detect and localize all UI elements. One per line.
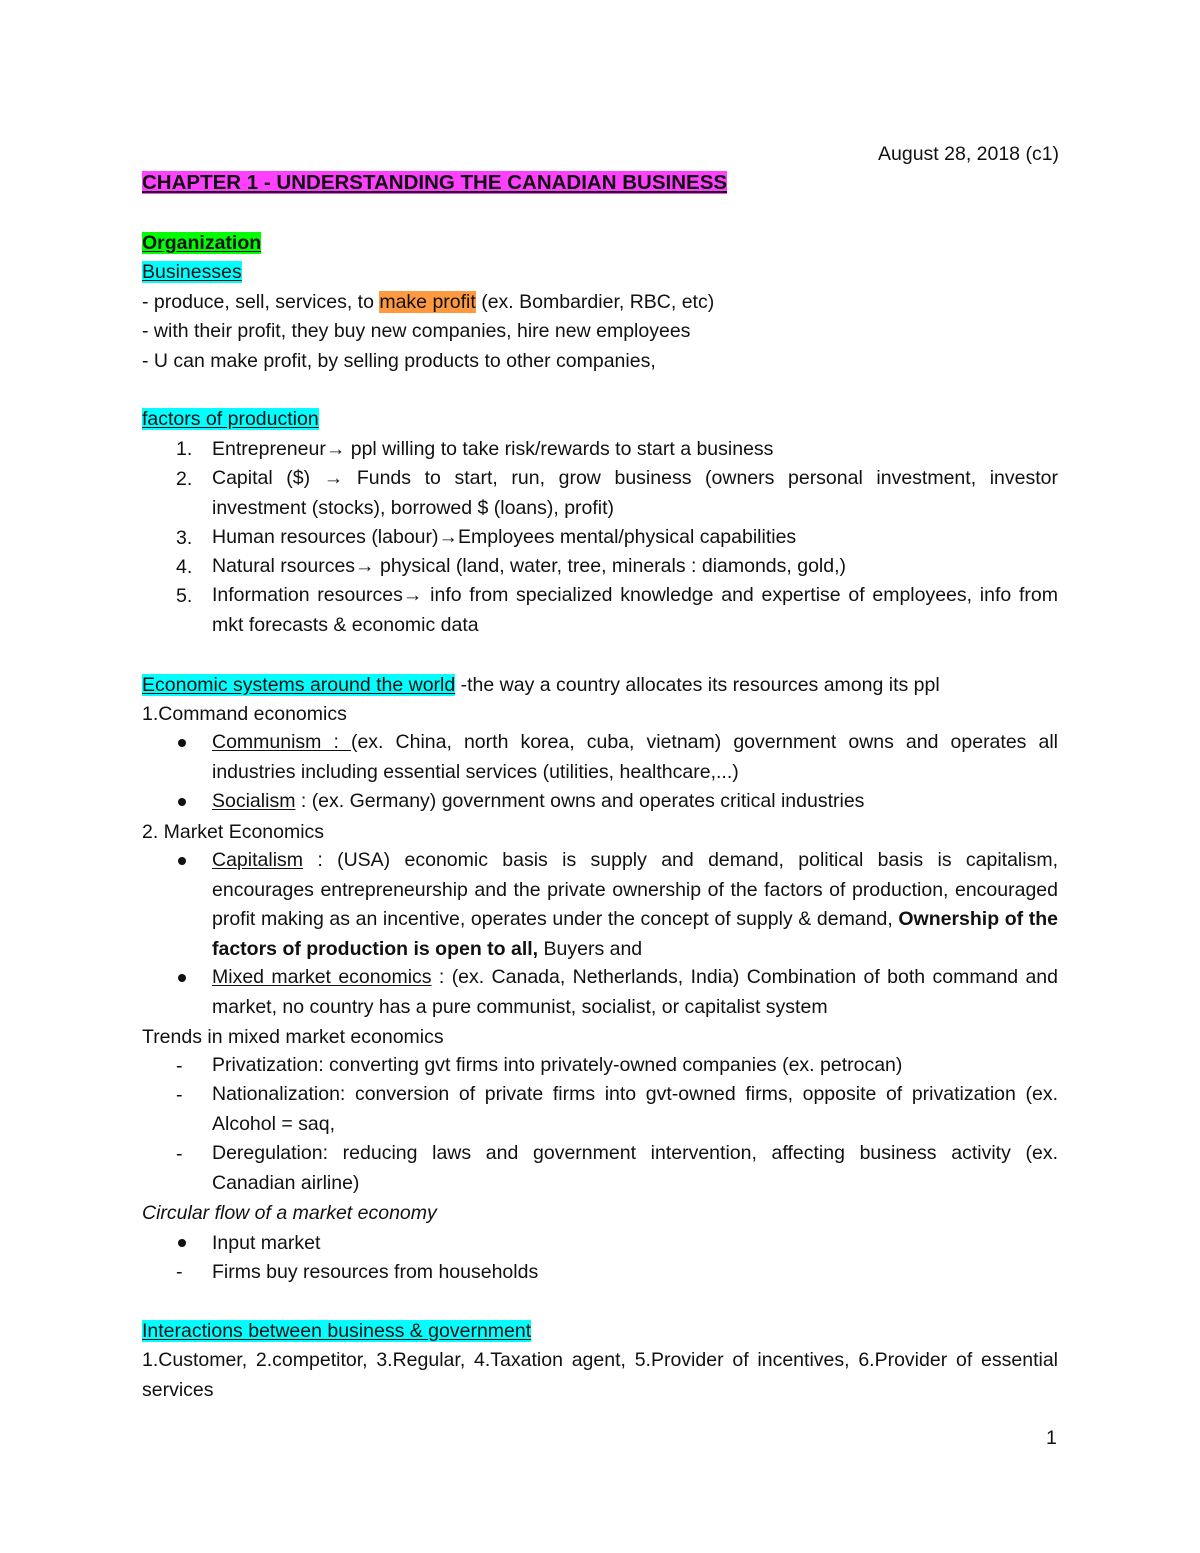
chapter-title: CHAPTER 1 - UNDERSTANDING THE CANADIAN BUSINESS	[142, 171, 728, 194]
businesses-subheading: Businesses	[142, 261, 242, 283]
trends-heading: Trends in mixed market economics	[142, 1026, 444, 1048]
socialism-item: Socialism : (ex. Germany) government owns and operates critical industries	[212, 790, 865, 812]
dash-marker: -	[176, 1055, 183, 1077]
date-line: August 28, 2018 (c1)	[878, 143, 1060, 165]
list-number: 4.	[176, 556, 193, 578]
organization-heading: Organization	[142, 232, 262, 254]
dash-marker: -	[176, 1261, 183, 1283]
trend-privatization: Privatization: converting gvt firms into privately-owned companies (ex. petrocan)	[212, 1054, 903, 1076]
circular-flow-heading: Circular flow of a market economy	[142, 1202, 437, 1224]
dash-marker: -	[176, 1143, 183, 1165]
firms-buy-item: Firms buy resources from households	[212, 1261, 539, 1283]
page-number: 1	[1046, 1427, 1057, 1449]
factor-item-3: Human resources (labour)→Employees mental/physical capabilities	[212, 526, 797, 548]
make-profit-highlight: make profit	[379, 291, 476, 313]
factor-item-1: Entrepreneur→ ppl willing to take risk/rewards to start a business	[212, 438, 774, 460]
factor-item-4: Natural rsources→ physical (land, water, tree, minerals : diamonds, gold,)	[212, 555, 847, 577]
command-economics-label: 1.Command economics	[142, 703, 347, 725]
bullet-icon	[178, 857, 186, 865]
list-number: 5.	[176, 585, 193, 607]
dash-marker: -	[176, 1084, 183, 1106]
list-number: 3.	[176, 527, 193, 549]
business-line-2: - with their profit, they buy new companies, hire new employees	[142, 320, 691, 342]
business-line-3: - U can make profit, by selling products to other companies,	[142, 350, 656, 372]
capitalism-item: Capitalism : (USA) economic basis is supply and demand, political basis is capitalism, encourages entrepreneurship and the private ownership of the factors of production, encouraged profit making as an incentive, operates under the concept of supply & demand, Ownership of the factors of production is open to all, Buyers and	[212, 849, 1058, 960]
bullet-icon	[178, 798, 186, 806]
trend-nationalization: Nationalization: conversion of private firms into gvt-owned firms, opposite of privatization (ex. Alcohol = saq,	[212, 1083, 1058, 1135]
input-market-item: Input market	[212, 1232, 321, 1254]
trend-deregulation: Deregulation: reducing laws and government intervention, affecting business activity (ex. Canadian airline)	[212, 1142, 1058, 1194]
communism-item: Communism : (ex. China, north korea, cuba, vietnam) government owns and operates all industries including essential services (utilities, healthcare,...)	[212, 731, 1058, 783]
list-number: 2.	[176, 468, 193, 490]
interactions-heading: Interactions between business & government	[142, 1320, 532, 1342]
interactions-text: 1.Customer, 2.competitor, 3.Regular, 4.Taxation agent, 5.Provider of incentives, 6.Provider of essential services	[142, 1349, 1058, 1401]
list-number: 1.	[176, 438, 193, 460]
mixed-market-item: Mixed market economics : (ex. Canada, Netherlands, India) Combination of both command and market, no country has a pure communist, socialist, or capitalist system	[212, 966, 1059, 1018]
market-economics-label: 2. Market Economics	[142, 821, 325, 843]
factor-item-2: Capital ($) → Funds to start, run, grow business (owners personal investment, investor investment (stocks), borrowed $ (loans), profit)	[212, 467, 1058, 519]
bullet-icon	[178, 974, 186, 982]
factors-heading: factors of production	[142, 408, 319, 430]
business-line-1: - produce, sell, services, to make profit (ex. Bombardier, RBC, etc)	[142, 291, 715, 313]
factor-item-5: Information resources→ info from specialized knowledge and expertise of employees, info from mkt forecasts & economic data	[212, 584, 1058, 636]
bullet-icon	[178, 739, 186, 747]
bullet-icon	[178, 1239, 186, 1247]
economic-systems-heading: Economic systems around the world -the way a country allocates its resources among its ppl	[142, 674, 940, 696]
